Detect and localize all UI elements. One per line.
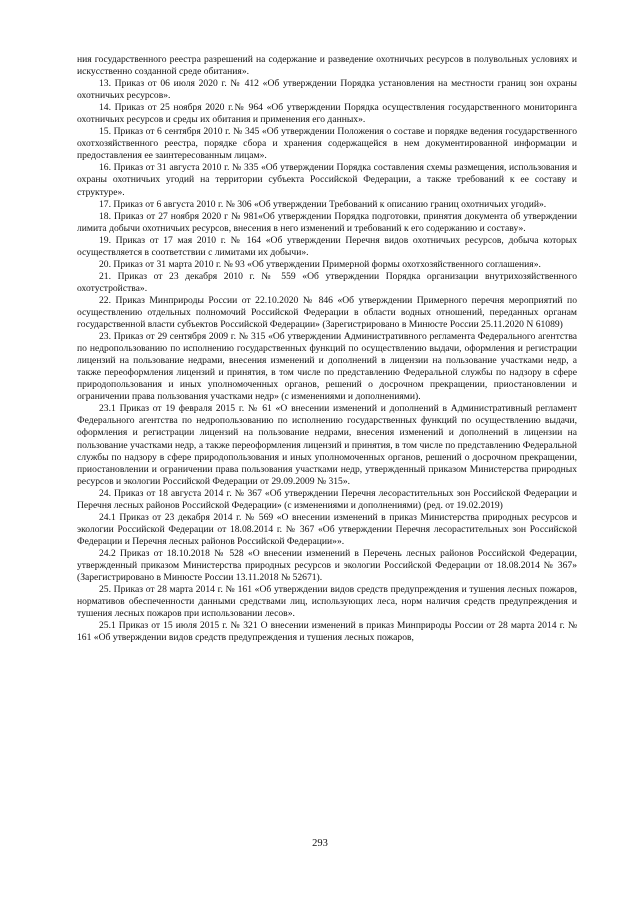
paragraph-16: 16. Приказ от 31 августа 2010 г. № 335 «Об утверждении Порядка составления схемы размещения, использования и охраны охотничьих угодий на территории субъекта Российской Федерации, а также требований к ее составу и структуре». [77, 162, 577, 198]
paragraph-24-1: 24.1 Приказ от 23 декабря 2014 г. № 569 «О внесении изменений в приказ Министерства природных ресурсов и экологии Российской Федерации от 18.08.2014 г. № 367 «Об утверждении Перечня лесорастительных зон Российской Федерации и Перечня лесных районов Российской Федерации»». [77, 511, 577, 547]
paragraph-23: 23. Приказ от 29 сентября 2009 г. № 315 «Об утверждении Административного регламента Федерального агентства по недропользованию по исполнению государственных функций по осуществлению выдачи, оформления и регистрации лицензий на пользование недрами, внесения изменений и дополнений в лицензии на пользование участками недр, а также переоформления лицензий и принятия, в том числе по представлению Федеральной службы по надзору в сфере природопользования и иных уполномоченных органов, решений о досрочном прекращении, приостановлении и ограничении права пользования участками недр» (с изменениями и дополнениями). [77, 331, 577, 403]
paragraph-14: 14. Приказ от 25 ноября 2020 г.№ 964 «Об утверждении Порядка осуществления государственного мониторинга охотничьих ресурсов и среды их обитания и применения его данных». [77, 102, 577, 126]
paragraph-18: 18. Приказ от 27 ноября 2020 г № 981«Об утверждении Порядка подготовки, принятия документа об утверждении лимита добычи охотничьих ресурсов, внесения в него изменений и требований к его содержанию и составу». [77, 210, 577, 234]
paragraph-23-1: 23.1 Приказ от 19 февраля 2015 г. № 61 «О внесении изменений и дополнений в Административный регламент Федерального агентства по недропользованию по исполнению государственных функций по осуществлению выдачи, оформления и регистрации лицензий на пользование недрами, внесения изменений и дополнений в лицензии на пользование участками недр, а также переоформления лицензий и принятия, в том числе по представлению Федеральной службы по надзору в сфере природопользования и иных уполномоченных органов, решений о досрочном прекращении, приостановлении и ограничении права пользования участками недр, утвержденный приказом Министерства природных ресурсов и экологии Российской Федерации от 29.09.2009 № 315». [77, 403, 577, 487]
paragraph-24-2: 24.2 Приказ от 18.10.2018 № 528 «О внесении изменений в Перечень лесных районов Российской Федерации, утвержденный приказом Министерства природных ресурсов и экологии Российской Федерации от 18.08.2014 № 367» (Зарегистрировано в Минюсте России 13.11.2018 № 52671). [77, 547, 577, 584]
paragraph-20: 20. Приказ от 31 марта 2010 г. № 93 «Об утверждении Примерной формы охотхозяйственного соглашения». [99, 258, 541, 270]
paragraph-24: 24. Приказ от 18 августа 2014 г. № 367 «Об утверждении Перечня лесорастительных зон Российской Федерации и Перечня лесных районов Российской Федерации» (с изменениями и дополнениями) (ред. от 19.02.2019) [77, 487, 577, 511]
paragraph-21: 21. Приказ от 23 декабря 2010 г. № 559 «Об утверждении Порядка организации внутрихозяйственного охотустройства». [77, 270, 577, 294]
paragraph-25: 25. Приказ от 28 марта 2014 г. № 161 «Об утверждении видов средств предупреждения и тушения лесных пожаров, нормативов обеспеченности данными средствами лиц, использующих леса, норм наличия средств предупреждения и тушения лесных пожаров при использовании лесов». [77, 584, 577, 620]
page-number: 293 [312, 838, 328, 849]
document-body [77, 54, 577, 644]
paragraph-15: 15. Приказ от 6 сентября 2010 г. № 345 «Об утверждении Положения о составе и порядке ведения государственного охотхозяйственного реестра, порядке сбора и хранения содержащейся в нем документированной информации и предоставления ее заинтересованным лицам». [77, 126, 577, 162]
paragraph-22: 22. Приказ Минприроды России от 22.10.2020 № 846 «Об утверждении Примерного перечня мероприятий по осуществлению отдельных полномочий Российской Федерации в области водных отношений, переданных органам государственной власти субъектов Российской Федерации» (Зарегистрировано в Минюсте России 25.11.2020 N 61089) [77, 294, 577, 331]
paragraph-19: 19. Приказ от 17 мая 2010 г. № 164 «Об утверждении Перечня видов охотничьих ресурсов, добыча которых осуществляется в соответствии с лимитами их добычи». [77, 234, 577, 258]
paragraph-0: ния государственного реестра разрешений на содержание и разведение охотничьих ресурсов в полувольных условиях и искусственно созданной среде обитания». [77, 54, 577, 78]
paragraph-17: 17. Приказ от 6 августа 2010 г. № 306 «Об утверждении Требований к описанию границ охотничьих угодий». [99, 198, 547, 210]
paragraph-25-1: 25.1 Приказ от 15 июля 2015 г. № 321 О внесении изменений в приказ Минприроды России от 28 марта 2014 г. № 161 «Об утверждении видов средств предупреждения и тушения лесных пожаров, [77, 620, 577, 644]
paragraph-13: 13. Приказ от 06 июля 2020 г. № 412 «Об утверждении Порядка установления на местности границ зон охраны охотничьих ресурсов». [77, 78, 577, 102]
